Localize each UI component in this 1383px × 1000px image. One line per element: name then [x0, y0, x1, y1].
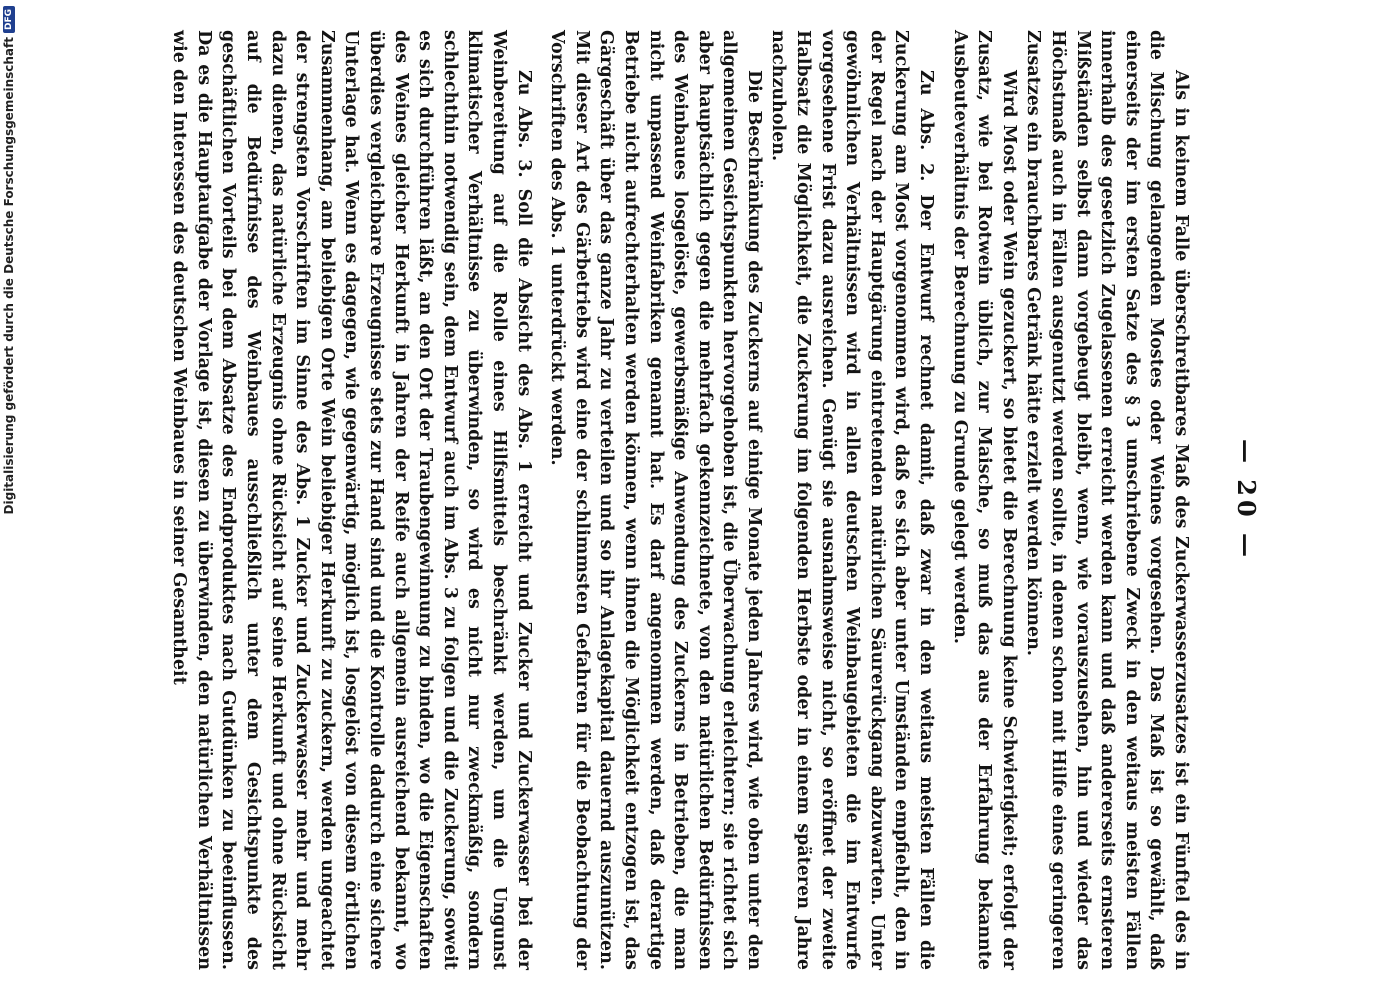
paragraph: Als in keinem Falle überschreitbares Maß des Zuckerwasserzusatzes ist ein Fünftel des in die Mischung gelangenden Mostes oder Weines vorgesehen. Das Maß ist so gewählt, daß einerseits der im ersten Satze des § 3 umschriebene Zweck in den weitaus meisten Fällen innerhalb des gesetzlich Zugelassenen erreicht werden kann und daß andererseits ernsteren Mißständen selbst dann vorgebeugt bleibt, wenn, wie vorauszusehen, hin und wieder das Höchstmaß auch in Fällen ausgenutzt werden sollte, in denen schon mit Hilfe eines geringeren Zusatzes ein brauchbares Getränk hätte erzielt werden können.	[1023, 30, 1191, 970]
paragraph: Zu Abs. 2. Der Entwurf rechnet damit, daß zwar in den weitaus meisten Fällen die Zuckerung am Most vorgenommen wird, daß es sich aber unter Umständen empfiehlt, den in der Regel nach der Hauptgärung eintretenden natürlichen Säurerückgang abzuwarten. Unter gewöhnlichen Verhältnissen wird in allen deutschen Weinbaugebieten die im Entwurfe vorgesehene Frist dazu ausreichen. Genügt sie ausnahmsweise nicht, so eröffnet der zweite Halbsatz die Möglichkeit, die Zuckerung im folgenden Herbste oder in einem späteren Jahre nachzuholen.	[768, 30, 937, 970]
credit-text: Digitalisierung gefördert durch die Deutsche Forschungsgemeinschaft	[2, 37, 16, 515]
paragraph: Wird Most oder Wein gezuckert, so bietet die Berechnung keine Schwierigkeit; erfolgt der Zusatz, wie bei Rotwein üblich, zur Maische, so muß das aus der Erfahrung bekannte Ausbeuteverhältnis der Berechnung zu Grunde gelegt werden.	[949, 30, 1019, 970]
page-number: — 20 —	[1232, 438, 1261, 562]
paragraph: Zu Abs. 3. Soll die Absicht des Abs. 1 erreicht und Zucker und Zuckerwasser bei der Weinbereitung auf die Rolle eines Hilfsmittels beschränkt werden, um die Ungunst klimatischer Verhältnisse zu überwinden, so wird es nicht nur zweckmäßig, sondern schlechthin notwendig sein, dem Entwurf auch im Abs. 3 zu folgen und die Zuckerung, soweit es sich durchführen läßt, an den Ort der Traubengewinnung zu binden, wo die Eigenschaften des Weines gleicher Herkunft in Jahren der Reife auch allgemein ausreichend bekannt, wo überdies vergleichbare Erzeugnisse stets zur Hand sind und die Kontrolle dadurch eine sichere Unterlage hat. Wenn es dagegen, wie gegenwärtig, möglich ist, losgelöst von diesem örtlichen Zusammenhang, am beliebigen Orte Wein beliebiger Herkunft zu zuckern, werden ungeachtet der strengsten Vorschriften im Sinne des Abs. 1 Zucker und Zuckerwasser mehr und mehr dazu dienen, das natürliche Erzeugnis ohne Rücksicht auf seine Herkunft und ohne Rücksicht auf die Bedürfnisse des Weinbaues ausschließlich unter dem Gesichtspunkte des geschäftlichen Vorteils bei dem Absatze des Endproduktes nach Gutdünken zu beeinflussen. Da es die Hauptaufgabe der Vorlage ist, diesen zu überwinden, den natürlichen Verhältnissen wie den Interessen des deutschen Weinbaues in seiner Gesamtheit	[169, 30, 534, 970]
paragraph: Die Beschränkung des Zuckerns auf einige Monate jeden Jahres wird, wie oben unter den allgemeinen Gesichtspunkten hervorgehoben ist, die Überwachung erleichtern; sie richtet sich aber hauptsächlich gegen die mehrfach gekennzeichnete, von den natürlichen Bedürfnissen des Weinbaues losgelöste, gewerbsmäßige Anwendung des Zuckerns in Betrieben, die man nicht unpassend Weinfabriken genannt hat. Es darf angenommen werden, daß derartige Betriebe nicht aufrechterhalten werden können, wenn ihnen die Möglichkeit entzogen ist, das Gärgeschäft über das ganze Jahr zu verteilen und so ihr Anlagekapital dauernd auszunützen. Mit dieser Art des Gärbetriebs wird eine der schlimmsten Gefahren für die Beobachtung der Vorschriften des Abs. 1 unterdrückt werden.	[547, 30, 764, 970]
digitization-credit	[0, 0, 18, 1000]
page-body	[167, 30, 1193, 970]
digitization-credit-inner	[0, 0, 18, 1000]
dfg-logo-icon: DFG	[3, 6, 15, 33]
rotated-page	[121, 30, 1261, 970]
